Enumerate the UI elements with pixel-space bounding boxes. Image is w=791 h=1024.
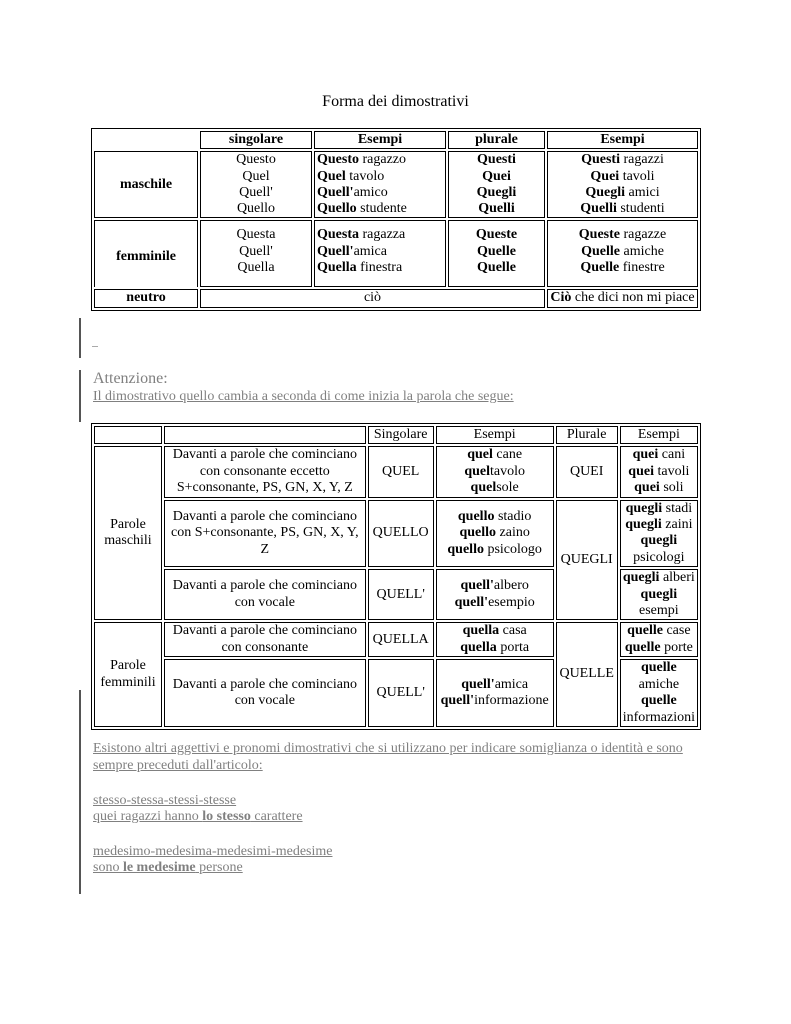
singular-form: QUELL' bbox=[368, 659, 434, 727]
header-plurale: Plurale bbox=[556, 426, 618, 444]
header-esempi: Esempi bbox=[436, 426, 554, 444]
header-esempi: Esempi bbox=[314, 131, 446, 149]
singular-examples: quel cane queltavolo quelsole bbox=[436, 446, 554, 497]
singular-form: QUELLA bbox=[368, 622, 434, 657]
empty-header-cell bbox=[94, 131, 198, 149]
plural-form: QUEGLI bbox=[556, 500, 618, 621]
header-esempi-plurale: Esempi bbox=[620, 426, 698, 444]
example: Quel tavolo bbox=[317, 168, 385, 184]
page-title: Forma dei dimostrativi bbox=[322, 93, 469, 110]
stesso-forms: stesso-stessa-stessi-stesse bbox=[93, 793, 237, 808]
quello-forms-table bbox=[91, 423, 701, 730]
femminile-esempi-plur-cell bbox=[547, 220, 698, 287]
example: Questo ragazzo bbox=[317, 152, 407, 168]
example: Quei tavoli bbox=[590, 168, 655, 184]
form: Quello bbox=[236, 201, 276, 217]
left-margin-bar bbox=[79, 690, 81, 894]
form: Questa bbox=[236, 227, 276, 243]
femminile-esempi-sing-cell bbox=[314, 220, 446, 287]
form: Queste bbox=[475, 227, 518, 243]
form: Questo bbox=[236, 152, 276, 168]
singular-form: QUEL bbox=[368, 446, 434, 497]
singular-examples: quell'albero quell'esempio bbox=[436, 569, 554, 620]
plural-form: QUEI bbox=[556, 446, 618, 497]
singular-form: QUELL' bbox=[368, 569, 434, 620]
demonstratives-table bbox=[91, 128, 701, 311]
example: Quell'amico bbox=[317, 184, 388, 200]
maschile-esempi-sing-cell bbox=[314, 151, 446, 218]
singular-examples: quella casa quella porta bbox=[436, 622, 554, 657]
plural-examples: quegli alberi quegli esempi bbox=[620, 569, 698, 620]
rule-description: Davanti a parole che cominciano con S+consonante, PS, GN, X, Y, Z bbox=[164, 500, 366, 568]
form: Quelle bbox=[477, 243, 516, 259]
neutro-example: Ciò che dici non mi piace bbox=[547, 289, 698, 307]
header-plurale: plurale bbox=[448, 131, 545, 149]
plural-form: QUELLE bbox=[556, 622, 618, 726]
empty-header-cell bbox=[94, 426, 162, 444]
header-esempi-plurale: Esempi bbox=[547, 131, 698, 149]
form: Quelle bbox=[477, 260, 516, 276]
rule-description: Davanti a parole che cominciano con consonante bbox=[164, 622, 366, 657]
plural-examples: quei cani quei tavoli quei soli bbox=[620, 446, 698, 497]
plural-examples: quelle amiche quelle informazioni bbox=[620, 659, 698, 727]
example: Quelli studenti bbox=[580, 201, 665, 217]
row-label-maschile: maschile bbox=[94, 151, 198, 218]
maschile-plurale-cell bbox=[448, 151, 545, 218]
left-margin-bar bbox=[79, 370, 81, 422]
row-label-femminile: femminile bbox=[94, 220, 198, 287]
plural-examples: quegli stadi quegli zaini quegli psicologi bbox=[620, 500, 698, 568]
attenzione-heading: Attenzione: bbox=[93, 370, 168, 387]
singular-examples: quell'amica quell'informazione bbox=[436, 659, 554, 727]
example: Questi ragazzi bbox=[581, 152, 664, 168]
rule-description: Davanti a parole che cominciano con vocale bbox=[164, 569, 366, 620]
femminile-plurale-cell bbox=[448, 220, 545, 287]
example: Quell'amica bbox=[317, 243, 387, 259]
divider-mark bbox=[92, 346, 98, 347]
empty-header-cell bbox=[164, 426, 366, 444]
rule-description: Davanti a parole che cominciano con consonante eccetto S+consonante, PS, GN, X, Y, Z bbox=[164, 446, 366, 497]
example: Quelle finestre bbox=[580, 260, 665, 276]
attenzione-text: Il dimostrativo quello cambia a seconda di come inizia la parola che segue: bbox=[93, 389, 514, 404]
neutro-value: ciò bbox=[200, 289, 545, 307]
form: Quella bbox=[237, 260, 275, 276]
group-label-maschili: Parole maschili bbox=[94, 446, 162, 620]
singular-form: QUELLO bbox=[368, 500, 434, 568]
notes-intro: Esistono altri aggettivi e pronomi dimostrativi che si utilizzano per indicare somiglianza o identità e sono sempre preceduti dall'articolo: bbox=[93, 741, 683, 773]
maschile-singolare-cell bbox=[200, 151, 312, 218]
femminile-singolare-cell bbox=[200, 220, 312, 287]
singular-examples: quello stadio quello zaino quello psicologo bbox=[436, 500, 554, 568]
form: Quelli bbox=[478, 201, 515, 217]
plural-examples: quelle case quelle porte bbox=[620, 622, 698, 657]
example: Quello studente bbox=[317, 201, 407, 217]
form: Questi bbox=[477, 152, 516, 168]
example: Quegli amici bbox=[585, 184, 660, 200]
medesimo-forms: medesimo-medesima-medesimi-medesime bbox=[93, 844, 333, 859]
form: Quegli bbox=[476, 184, 517, 200]
form: Quell' bbox=[239, 243, 273, 259]
group-label-femminili: Parole femminili bbox=[94, 622, 162, 726]
row-label-neutro: neutro bbox=[94, 289, 198, 307]
form: Quei bbox=[482, 168, 511, 184]
left-margin-bar bbox=[79, 318, 81, 358]
rule-description: Davanti a parole che cominciano con vocale bbox=[164, 659, 366, 727]
example: Queste ragazze bbox=[578, 227, 667, 243]
medesimo-example: sono le medesime persone bbox=[93, 860, 243, 875]
form: Quell' bbox=[239, 184, 273, 200]
example: Quelle amiche bbox=[581, 243, 664, 259]
maschile-esempi-plur-cell bbox=[547, 151, 698, 218]
header-singolare: Singolare bbox=[368, 426, 434, 444]
example: Questa ragazza bbox=[317, 227, 406, 243]
example: Quella finestra bbox=[317, 260, 403, 276]
header-singolare: singolare bbox=[200, 131, 312, 149]
stesso-example: quei ragazzi hanno lo stesso carattere bbox=[93, 809, 303, 824]
form: Quel bbox=[242, 168, 270, 184]
